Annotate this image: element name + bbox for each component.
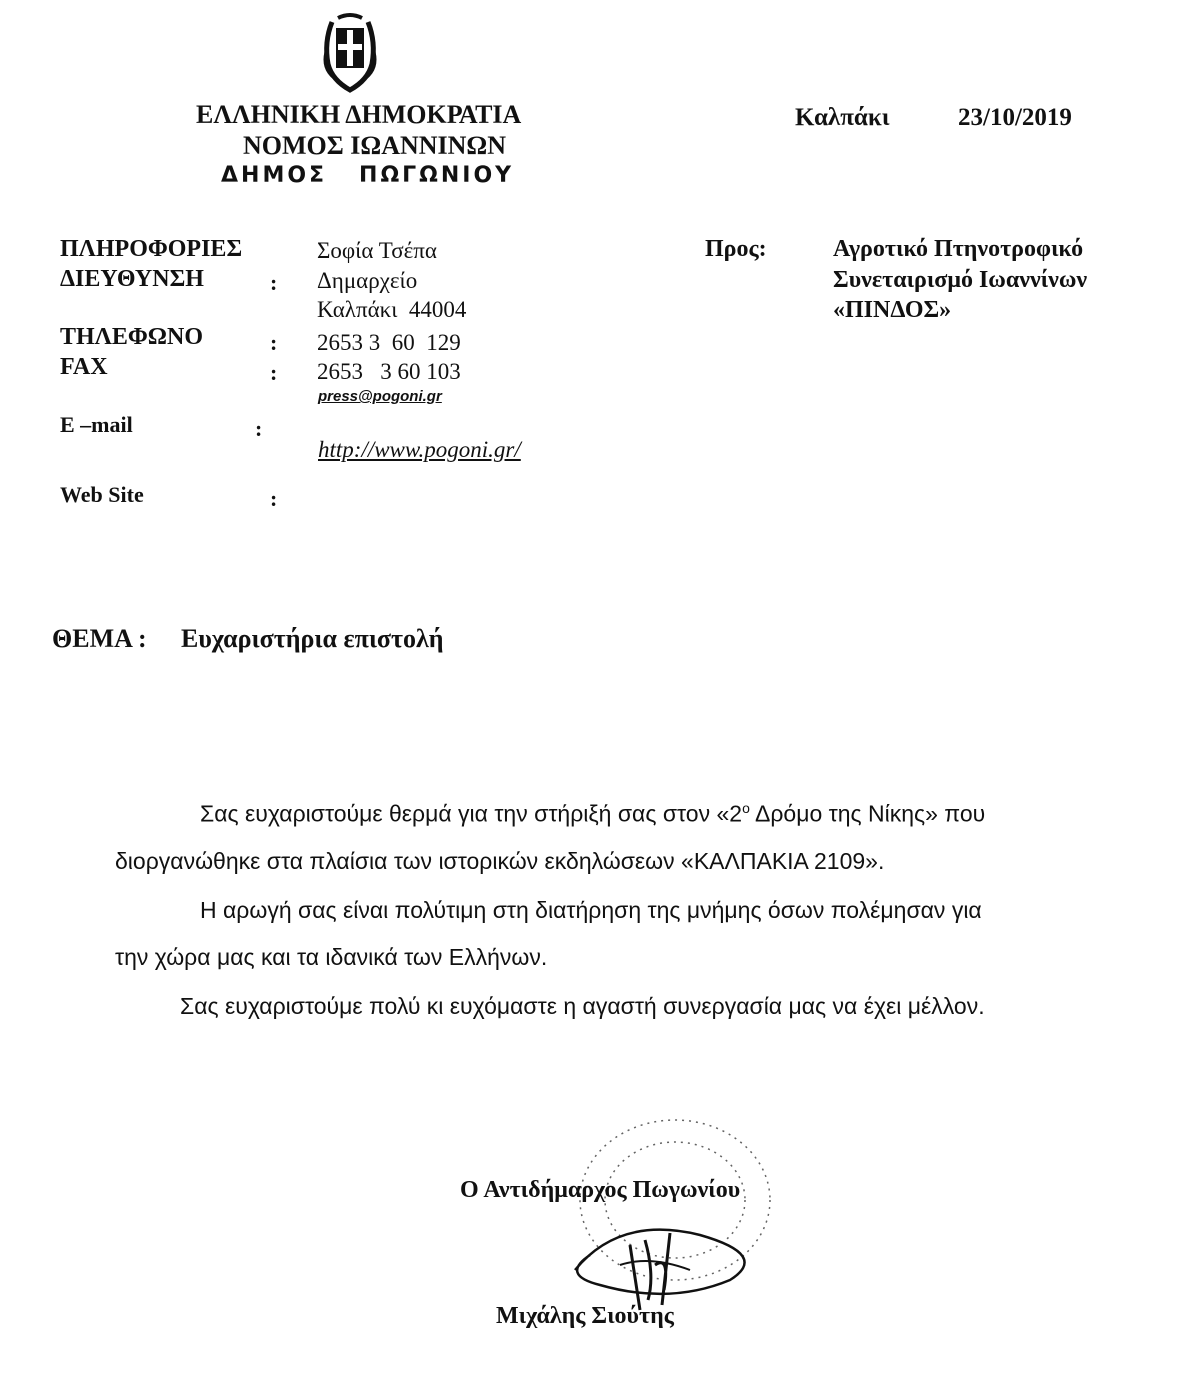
fax-value: 2653 3 60 103: [317, 359, 461, 384]
info-value: Σοφία Τσέπα: [317, 238, 437, 263]
email-link[interactable]: press@pogoni.gr: [318, 388, 442, 405]
address-label: ΔΙΕΥΘΥΝΣΗ: [60, 266, 204, 292]
body-paragraph-2-line-2: την χώρα μας και τα ιδανικά των Ελλήνων.: [115, 944, 548, 970]
body-paragraph-2-line-1: Η αρωγή σας είναι πολύτιμη στη διατήρηση της μνήμης όσων πολέμησαν για: [200, 897, 982, 923]
info-label: ΠΛΗΡΟΦΟΡΙΕΣ: [60, 236, 243, 262]
recipient-line2: Συνεταιρισμό Ιωαννίνων: [833, 267, 1088, 293]
body-paragraph-3-line-1: Σας ευχαριστούμε πολύ κι ευχόμαστε η αγαστή συνεργασία μας να έχει μέλλον.: [180, 993, 985, 1019]
phone-value: 2653 3 60 129: [317, 330, 461, 355]
header-municipality: ΔΗΜΟΣ ΠΩΓΩΝΙΟΥ: [221, 163, 515, 188]
email-colon: :: [255, 416, 263, 441]
body-p1-l1-b: Δρόμο της Νίκης» που: [749, 800, 986, 827]
phone-label: ΤΗΛΕΦΩΝΟ: [60, 324, 204, 350]
recipient-label: Προς:: [705, 236, 767, 262]
header-country: ΕΛΛΗΝΙΚΗ ΔΗΜΟΚΡΑΤΙΑ: [196, 100, 522, 129]
subject-text: Ευχαριστήρια επιστολή: [181, 624, 444, 653]
header-place: Καλπάκι: [795, 104, 890, 131]
subject-label: ΘΕΜΑ :: [52, 624, 147, 653]
header-date: 23/10/2019: [958, 104, 1072, 131]
header-prefecture: ΝΟΜΟΣ ΙΩΑΝΝΙΝΩΝ: [243, 131, 507, 160]
address-colon: :: [270, 270, 278, 295]
fax-colon: :: [270, 360, 278, 385]
phone-colon: :: [270, 330, 278, 355]
body-paragraph-1-line-1: [200, 800, 985, 828]
web-label: Web Site: [60, 482, 144, 507]
email-label: E –mail: [60, 412, 133, 437]
body-paragraph-1-line-2: διοργανώθηκε στα πλαίσια των ιστορικών εκδηλώσεων «ΚΑΛΠΑΚΙΑ 2109».: [115, 848, 885, 874]
web-colon: :: [270, 486, 278, 511]
signatory-title: Ο Αντιδήμαρχος Πωγωνίου: [460, 1177, 741, 1203]
body-p1-l1-a: Σας ευχαριστούμε θερμά για την στήριξή σας στον «2: [200, 800, 743, 827]
address-line2: Καλπάκι 44004: [317, 297, 467, 322]
recipient-line3: «ΠΙΝΔΟΣ»: [833, 297, 952, 323]
signatory-name: Μιχάλης Σιούτης: [496, 1303, 674, 1329]
fax-label: FAX: [60, 354, 108, 380]
web-link[interactable]: http://www.pogoni.gr/: [318, 437, 521, 462]
recipient-line1: Αγροτικό Πτηνοτροφικό: [833, 236, 1084, 262]
address-line1: Δημαρχείο: [317, 268, 418, 293]
ordinal-superscript: ο: [742, 800, 750, 816]
greek-coat-of-arms-icon: [318, 12, 382, 94]
